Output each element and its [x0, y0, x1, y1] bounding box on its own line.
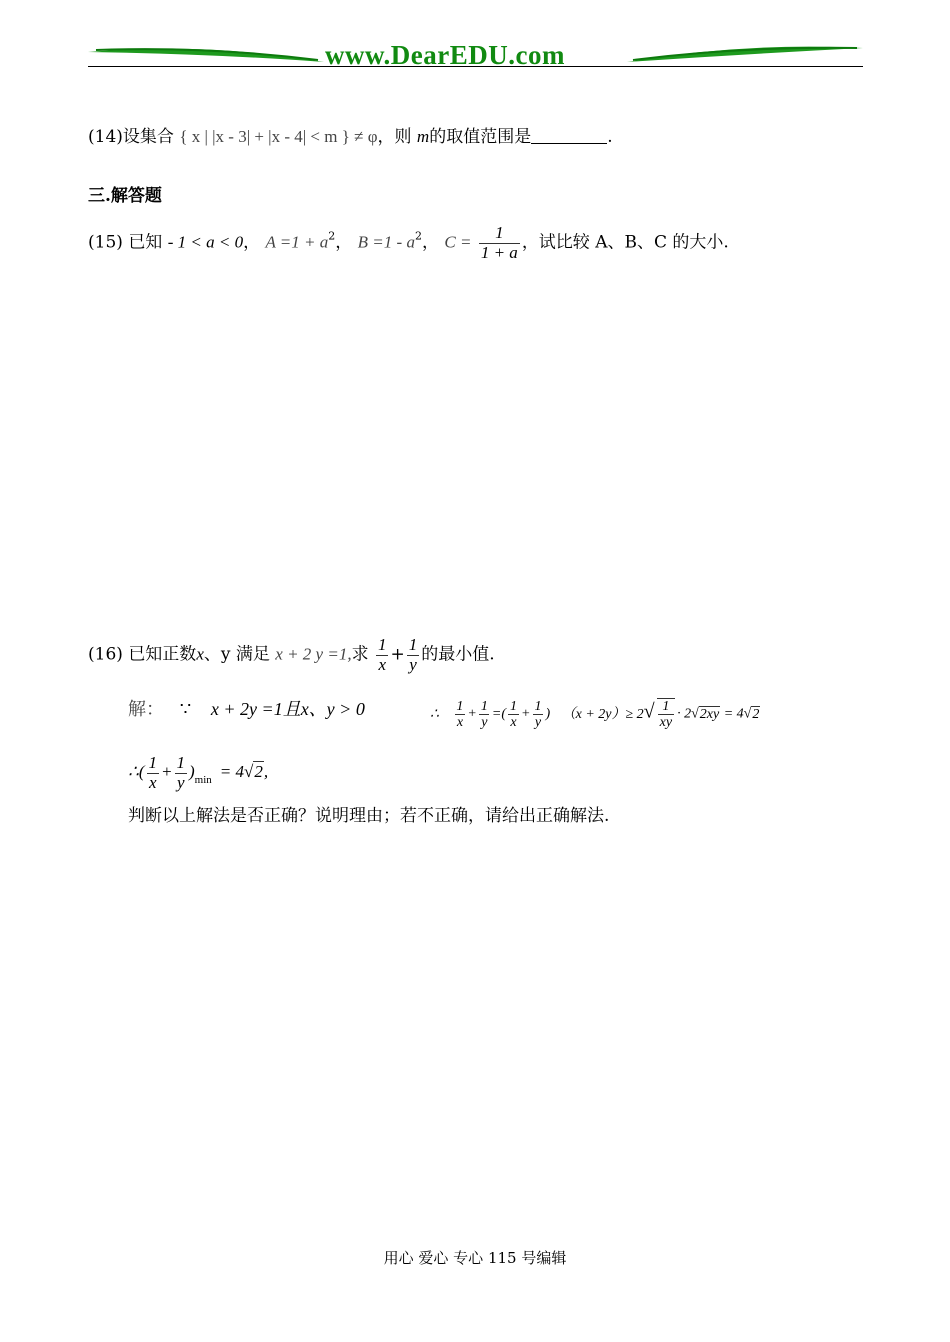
therefore-symbol-1: ∴ — [430, 706, 439, 722]
question-15 — [88, 224, 729, 262]
q16-text-1: 已知正数 — [128, 644, 197, 665]
q16-text-2: 、y 满足 — [203, 644, 270, 665]
q14-set-expression: { x | |x - 3| + |x - 4| < m } ≠ φ — [179, 127, 378, 146]
sol-sqrt-den: xy — [659, 715, 673, 731]
sol-frac-1y — [479, 699, 490, 731]
sol-plus-2: + — [520, 706, 531, 722]
q16-frac-x-num: 1 — [377, 635, 387, 654]
q16-plus: + — [390, 644, 405, 665]
site-logo[interactable]: www.DearEDU.com — [325, 40, 565, 70]
sol-frac-1x-den: x — [456, 714, 464, 730]
q16-condition: x + 2 y =1, — [275, 644, 352, 664]
q15-c-denominator: 1 + a — [480, 242, 518, 262]
q16-number: (16) — [88, 644, 123, 665]
sol-close: ) — [545, 706, 551, 722]
sol-frac-1x-b — [508, 699, 519, 731]
sol-result-sqrt2: 2 — [752, 706, 760, 722]
solution-judge: 判断以上解法是否正确？说明理由；若不正确，请给出正确解法. — [128, 806, 610, 826]
q16-frac-x-den: x — [378, 654, 386, 674]
section-title: 三.解答题 — [88, 186, 162, 206]
question-16 — [88, 636, 495, 674]
q15-expr-b-exponent: 2 — [414, 229, 422, 243]
min-comma: , — [263, 762, 269, 782]
q15-expr-c-lhs: C = — [444, 232, 472, 252]
q14-variable: m — [416, 127, 430, 146]
sol-eq-mid: =( — [491, 706, 506, 722]
sol-plus-1: + — [467, 706, 477, 722]
min-plus: + — [161, 762, 173, 782]
sol-frac-1y-num: 1 — [480, 698, 488, 714]
q15-sep-3: ， — [421, 232, 439, 253]
q15-sep-2: ， — [335, 232, 353, 253]
q15-text-2: ，试比较 A、B、C 的大小. — [521, 232, 729, 253]
q14-number: (14) — [88, 127, 123, 147]
solution-label: 解： — [128, 699, 164, 720]
sol-frac-1y-den: y — [481, 714, 488, 730]
q16-var-x: x — [196, 644, 204, 664]
solution-inequality — [430, 698, 760, 731]
min-result-sqrt2: 2 — [254, 762, 263, 782]
sol-times: · 2 — [677, 706, 692, 722]
sol-frac-1y-b — [532, 699, 543, 731]
sqrt-sign-2: √ — [691, 706, 699, 722]
sqrt-sign-3: √ — [743, 706, 752, 722]
q15-number: (15) — [88, 232, 123, 253]
sol-sqrt-num: 1 — [662, 699, 670, 714]
header-divider — [88, 66, 863, 67]
sol-frac-1x-b-den: x — [510, 714, 517, 730]
q15-expr-b: B =1 - a — [357, 232, 415, 252]
min-frac-1x-num: 1 — [148, 753, 157, 772]
therefore-symbol-2: ∴ — [128, 762, 139, 782]
min-sqrt-sign: √ — [244, 762, 254, 782]
q14-text-1: 设集合 — [122, 127, 174, 147]
min-frac-1x-den: x — [148, 772, 157, 792]
page-footer: 用心 爱心 专心 115 号编辑 — [383, 1249, 567, 1267]
min-frac-1x — [147, 754, 160, 792]
question-14 — [88, 128, 613, 146]
sqrt-sign-1: √ — [643, 700, 655, 723]
q16-frac-1-over-y — [407, 636, 420, 674]
min-frac-1y-den: y — [176, 772, 185, 792]
q15-expr-c-fraction — [479, 224, 520, 262]
q15-sep-1: ， — [243, 232, 261, 253]
min-subscript: min — [194, 774, 212, 787]
q15-expr-a-exponent: 2 — [328, 229, 336, 243]
q15-text-1: 已知 — [128, 232, 163, 253]
q15-expr-a: A =1 + a — [265, 232, 329, 252]
because-symbol: ∵ — [179, 699, 192, 720]
sol-frac-1x-num: 1 — [456, 698, 464, 714]
sol-result: = 4 — [723, 706, 744, 722]
q15-c-numerator: 1 — [495, 223, 504, 242]
q15-condition: - 1 < a < 0 — [167, 232, 244, 252]
sol-frac-1x — [454, 699, 465, 731]
sol-factor: （x + 2y）≥ 2 — [561, 706, 644, 722]
min-result: = 4 — [219, 762, 245, 782]
q16-text-3: 求 — [351, 644, 369, 665]
min-frac-1y — [174, 754, 187, 792]
solution-condition: x + 2y =1且x、y > 0 — [210, 699, 365, 719]
q14-text-3: 的取值范围是 — [429, 127, 532, 147]
sol-frac-1x-b-num: 1 — [509, 698, 517, 714]
q16-text-4: 的最小值. — [421, 644, 495, 665]
q16-frac-1-over-x — [376, 636, 389, 674]
solution-line-2: ∴( $\frac{1}{x}$ + $\frac{1}{y}$ )$_{min} = 4√2$, — [128, 753, 269, 792]
min-frac-1y-num: 1 — [176, 753, 185, 772]
q14-end: . — [607, 127, 613, 147]
sol-sqrt-2xy: 2xy — [699, 706, 720, 722]
q16-frac-y-den: y — [409, 654, 417, 674]
sol-frac-1y-b-num: 1 — [534, 698, 542, 714]
sol-sqrt-1-over-xy — [657, 698, 675, 731]
solution-line-1 — [128, 700, 365, 719]
q16-frac-y-num: 1 — [408, 635, 418, 654]
q14-answer-blank[interactable] — [531, 143, 607, 144]
sol-frac-1y-b-den: y — [534, 714, 542, 730]
q14-text-2: ，则 — [377, 127, 412, 147]
